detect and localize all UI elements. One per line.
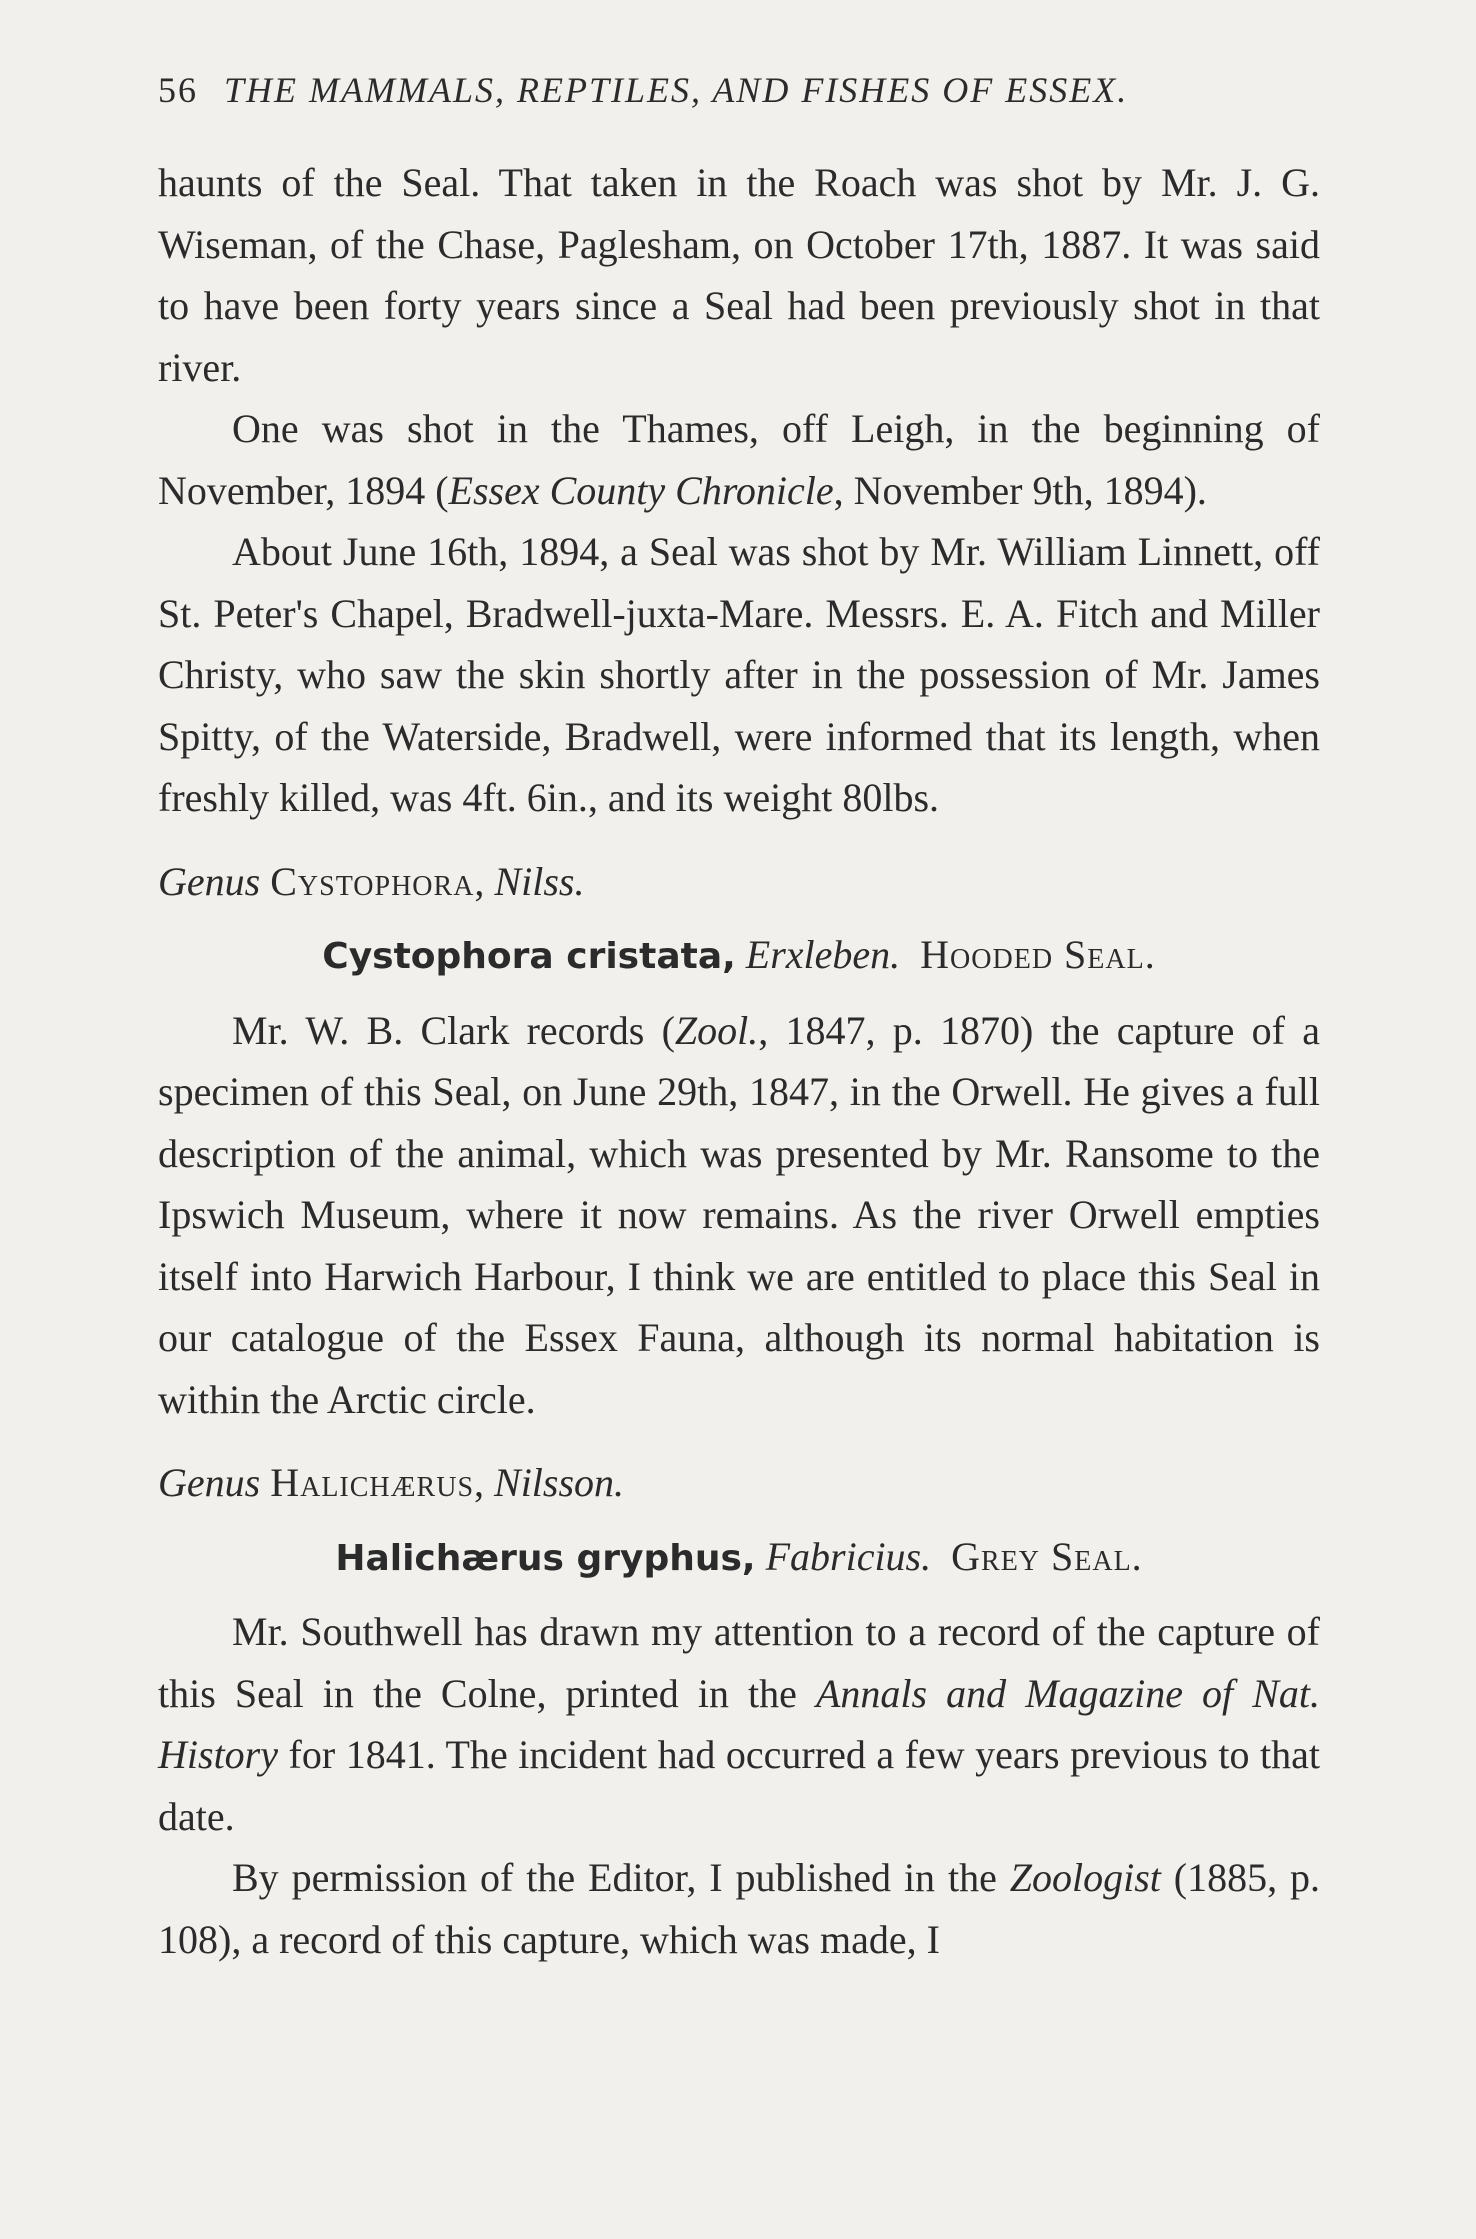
paragraph-4-text-b: , 1847, p. 1870) the capture of a specimen of this Seal, on June 29th, 1847, in the Orwell. He gives a full description of the animal, which was presented by Mr. Ransome to the Ipswich Museum, where it now remains. As the river Orwell empties itself into Harwich Harbour, I think we are entitled to place this Seal in our catalogue of the Essex Fauna, although its normal habitation is within the Arctic circle.: [158, 1007, 1320, 1422]
species-common-name: Hooded Seal.: [920, 932, 1156, 977]
paragraph-5: [158, 1601, 1320, 1847]
paragraph-6-text-b: (1885, p. 108), a record of this capture, which was made, I: [158, 1855, 1321, 1962]
paragraph-3: [158, 521, 1320, 829]
page-number: 56: [158, 70, 198, 110]
species-scientific-name: Halichærus gryphus,: [335, 1537, 756, 1579]
paragraph-5-text-b: for 1841. The incident had occurred a few years previous to that date.: [158, 1732, 1320, 1839]
genus-name: Halichærus: [270, 1460, 475, 1505]
citation-zool: Zool.: [674, 1007, 759, 1053]
genus-author: Nilsson.: [494, 1460, 625, 1505]
species-scientific-name: Cystophora cristata,: [322, 936, 736, 977]
genus-author: Nilss.: [494, 858, 585, 904]
citation-essex-county-chronicle: Essex County Chronicle: [448, 467, 834, 513]
genus-name: Cystophora: [270, 858, 475, 904]
paragraph-3-text: About June 16th, 1894, a Seal was shot by Mr. William Linnett, off St. Peter's Chapel, Bradwell-juxta-Mare. Messrs. E. A. Fitch and Miller Christy, who saw the skin shortly after in the possession of Mr. James Spitty, of the Waterside, Bradwell, were informed that its length, when freshly killed, was 4ft. 6in., and its weight 80lbs.: [158, 529, 1320, 820]
citation-annals: Annals and Magazine of Nat. History: [158, 1670, 1320, 1777]
paragraph-2-text-b: , November 9th, 1894).: [833, 467, 1207, 513]
paragraph-4-text-a: Mr. W. B. Clark records (: [232, 1007, 675, 1053]
paragraph-6-text-a: By permission of the Editor, I published in the: [232, 1855, 1010, 1900]
genus-label: Genus: [158, 1460, 261, 1505]
genus-label: Genus: [158, 858, 261, 904]
species-common-name: Grey Seal.: [951, 1533, 1143, 1579]
paragraph-1-text: haunts of the Seal. That taken in the Roach was shot by Mr. J. G. Wiseman, of the Chase, Paglesham, on October 17th, 1887. It was said to have been forty years since a Seal had been previously shot in that river.: [158, 160, 1320, 390]
species-heading-grey-seal: [158, 1526, 1320, 1590]
paragraph-5-text-a: Mr. Southwell has drawn my attention to a record of the capture of this Seal in the Colne, printed in the: [158, 1609, 1320, 1716]
species-author: Erxleben.: [745, 932, 901, 977]
genus-heading-cystophora: Genus Cystophora, Nilss.: [158, 858, 585, 904]
genus-heading-halichaerus: Genus Halichærus, Nilsson.: [158, 1460, 625, 1505]
citation-zoologist: Zoologist: [1009, 1855, 1161, 1900]
paragraph-6: [158, 1847, 1320, 1970]
paragraph-2: [158, 398, 1320, 521]
running-title: THE MAMMALS, REPTILES, AND FISHES OF ESSEX.: [224, 70, 1129, 110]
paragraph-2-text-a: One was shot in the Thames, off Leigh, in the beginning of November, 1894 (: [158, 406, 1320, 513]
running-head: [158, 64, 1320, 116]
paragraph-1: [158, 152, 1320, 398]
species-heading-hooded-seal: [158, 924, 1320, 988]
body-text: [158, 152, 1320, 1970]
species-author: Fabricius.: [765, 1533, 932, 1579]
paragraph-4: [158, 1000, 1320, 1431]
